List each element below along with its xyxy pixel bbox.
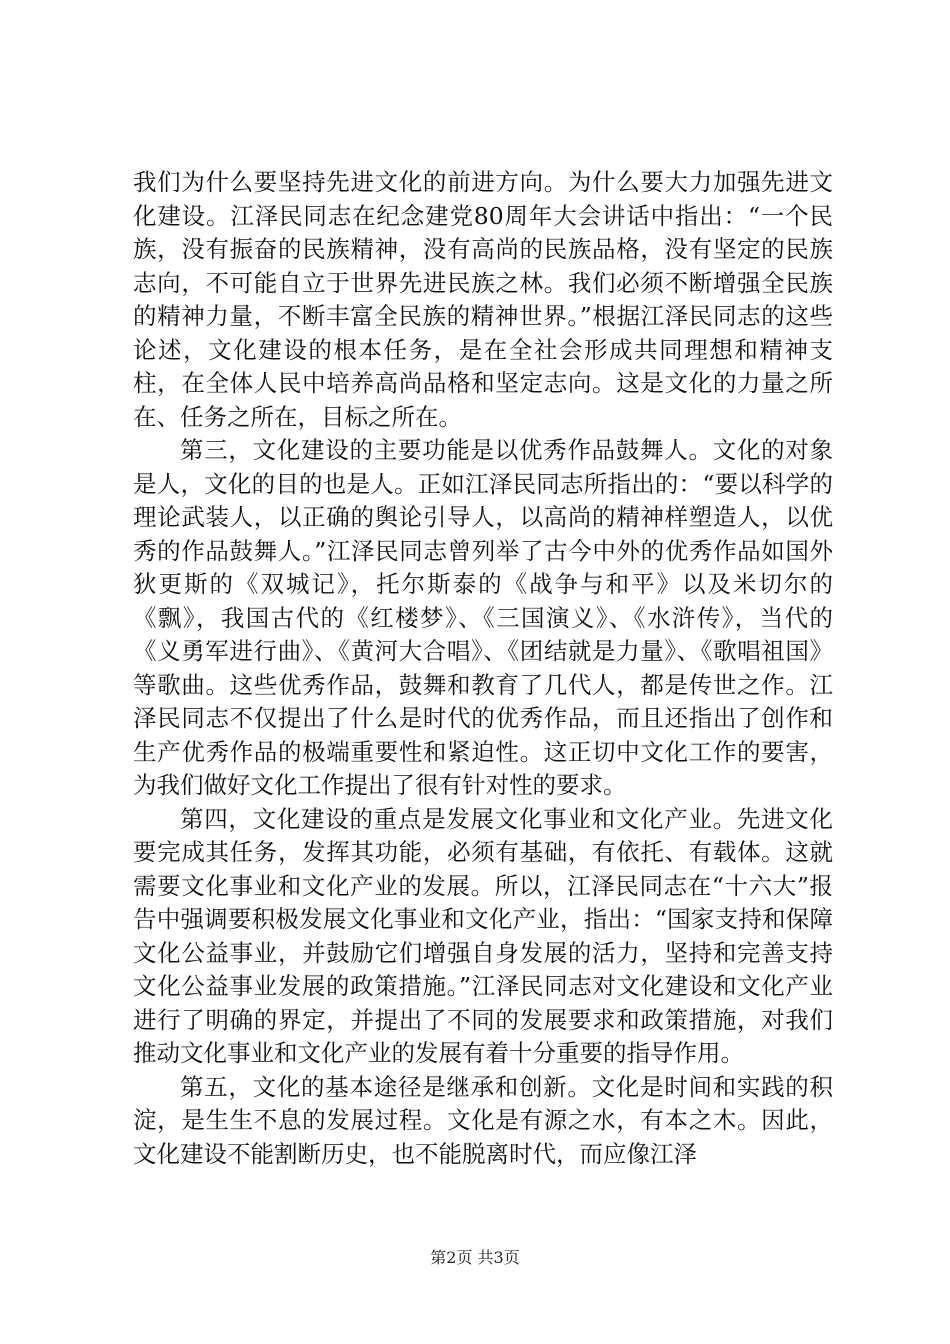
paragraph-fifth-point: 第五，文化的基本途径是继承和创新。文化是时间和实践的积淀，是生生不息的发展过程。文化是有源之水，有本之木。因此，文化建设不能割断历史，也不能脱离时代，而应像江泽 [133, 1072, 833, 1168]
document-body [133, 166, 833, 1171]
paragraph-fourth-point: 第四，文化建设的重点是发展文化事业和文化产业。先进文化要完成其任务，发挥其功能，必须有基础，有依托、有载体。这就需要文化事业和文化产业的发展。所以，江泽民同志在“十六大”报告中强调要积极发展文化事业和文化产业，指出：“国家支持和保障文化公益事业，并鼓励它们增强自身发展的活力，坚持和完善支持文化公益事业发展的政策措施。”江泽民同志对文化建设和文化产业进行了明确的界定，并提出了不同的发展要求和政策措施，对我们推动文化事业和文化产业的发展有着十分重要的指导作用。 [133, 804, 833, 1067]
paragraph-continuation: 我们为什么要坚持先进文化的前进方向。为什么要大力加强先进文化建设。江泽民同志在纪念建党80周年大会讲话中指出：“一个民族，没有振奋的民族精神，没有高尚的民族品格，没有坚定的民族志向，不可能自立于世界先进民族之林。我们必须不断增强全民族的精神力量，不断丰富全民族的精神世界。”根据江泽民同志的这些论述，文化建设的根本任务，是在全社会形成共同理想和精神支柱，在全体人民中培养高尚品格和坚定志向。这是文化的力量之所在、任务之所在，目标之所在。 [133, 168, 833, 431]
paragraph-third-point: 第三，文化建设的主要功能是以优秀作品鼓舞人。文化的对象是人，文化的目的也是人。正如江泽民同志所指出的：“要以科学的理论武装人，以正确的舆论引导人，以高尚的精神样塑造人，以优秀的作品鼓舞人。”江泽民同志曾列举了古今中外的优秀作品如国外狄更斯的《双城记》，托尔斯泰的《战争与和平》以及米切尔的《飘》，我国古代的《红楼梦》、《三国演义》、《水浒传》，当代的《义勇军进行曲》、《黄河大合唱》、《团结就是力量》、《歌唱祖国》等歌曲。这些优秀作品，鼓舞和教育了几代人，都是传世之作。江泽民同志不仅提出了什么是时代的优秀作品，而且还指出了创作和生产优秀作品的极端重要性和紧迫性。这正切中文化工作的要害，为我们做好文化工作提出了很有针对性的要求。 [133, 436, 833, 799]
page-number-footer: 第2页 共3页 [430, 1248, 520, 1267]
